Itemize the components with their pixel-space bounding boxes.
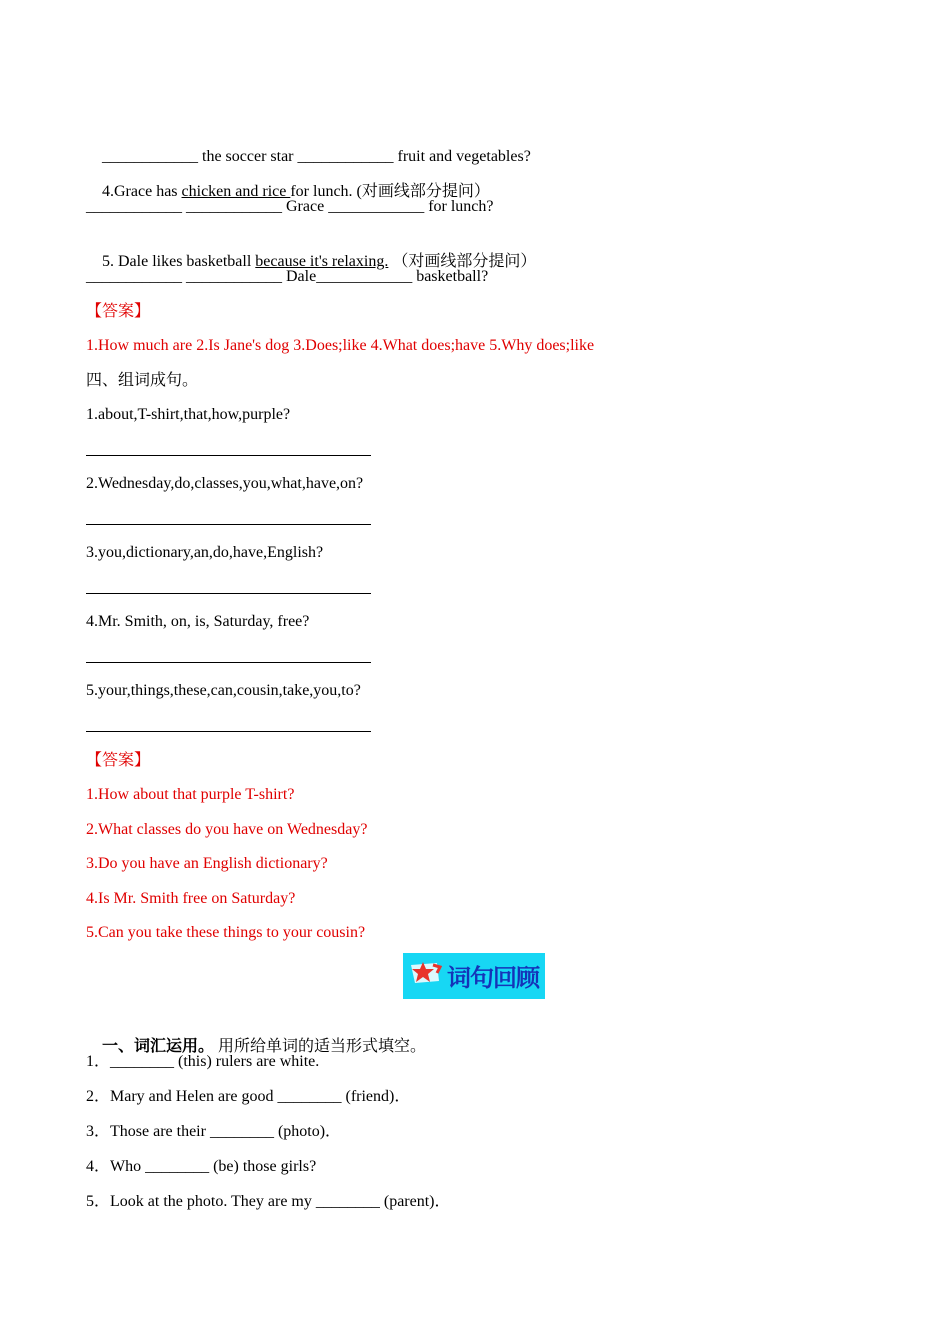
question-5-underlined: because it's relaxing. <box>255 253 389 270</box>
question-4-suffix: for lunch. (对画线部分提问） <box>290 183 490 200</box>
section-title: 四、组词成句。 <box>86 372 199 389</box>
vocab-item: 1．________ (this) rulers are white. <box>86 1053 320 1070</box>
answer-item: 3.Do you have an English dictionary? <box>86 855 328 872</box>
section-banner <box>403 953 545 999</box>
answer-label: 【答案】 <box>86 303 151 320</box>
answer-rule <box>86 731 371 732</box>
question-5-answer-line: ____________ ____________ Dale____________ basketball? <box>86 268 489 285</box>
answer-label: 【答案】 <box>86 752 151 769</box>
vocab-item: 5．Look at the photo. They are my ________ (parent)． <box>86 1193 451 1210</box>
question-5-suffix: （对画线部分提问） <box>388 253 537 270</box>
exercise-item: 1.about,T-shirt,that,how,purple? <box>86 406 291 423</box>
answer-rule <box>86 455 371 456</box>
question-4-answer-line: ____________ ____________ Grace ____________ for lunch? <box>86 198 494 215</box>
answer-item: 1.How about that purple T-shirt? <box>86 786 295 803</box>
exercise-item: 2.Wednesday,do,classes,you,what,have,on? <box>86 475 364 492</box>
vocab-item: 4．Who ________ (be) those girls? <box>86 1158 317 1175</box>
text: the soccer star <box>198 148 298 165</box>
answer-item: 4.Is Mr. Smith free on Saturday? <box>86 890 296 907</box>
vocab-item: 2．Mary and Helen are good ________ (friend)． <box>86 1088 411 1105</box>
answer-item: 5.Can you take these things to your cousin? <box>86 924 366 941</box>
exercise-item: 4.Mr. Smith, on, is, Saturday, free? <box>86 613 310 630</box>
answer-rule <box>86 662 371 663</box>
answer-text: 1.How much are 2.Is Jane's dog 3.Does;like 4.What does;have 5.Why does;like <box>86 337 595 354</box>
answer-item: 2.What classes do you have on Wednesday? <box>86 821 368 838</box>
exercise-item: 5.your,things,these,can,cousin,take,you,to? <box>86 682 361 699</box>
question-5-prefix: 5. Dale likes basketball <box>102 253 256 270</box>
star-icon <box>409 959 443 987</box>
question-4-prefix: 4.Grace has <box>102 183 182 200</box>
vocab-instruction: 用所给单词的适当形式填空。 <box>214 1038 427 1055</box>
vocab-item: 3．Those are their ________ (photo)． <box>86 1123 342 1140</box>
exercise-item: 3.you,dictionary,an,do,have,English? <box>86 544 324 561</box>
banner-title: 词句回顾 <box>447 964 539 992</box>
blank: ____________ <box>297 148 394 165</box>
vocab-title: 一、词汇运用。 <box>102 1038 215 1055</box>
blank: ____________ <box>102 148 198 165</box>
answer-rule <box>86 524 371 525</box>
answer-rule <box>86 593 371 594</box>
text: fruit and vegetables? <box>393 148 531 165</box>
question-4-underlined: chicken and rice <box>181 183 291 200</box>
